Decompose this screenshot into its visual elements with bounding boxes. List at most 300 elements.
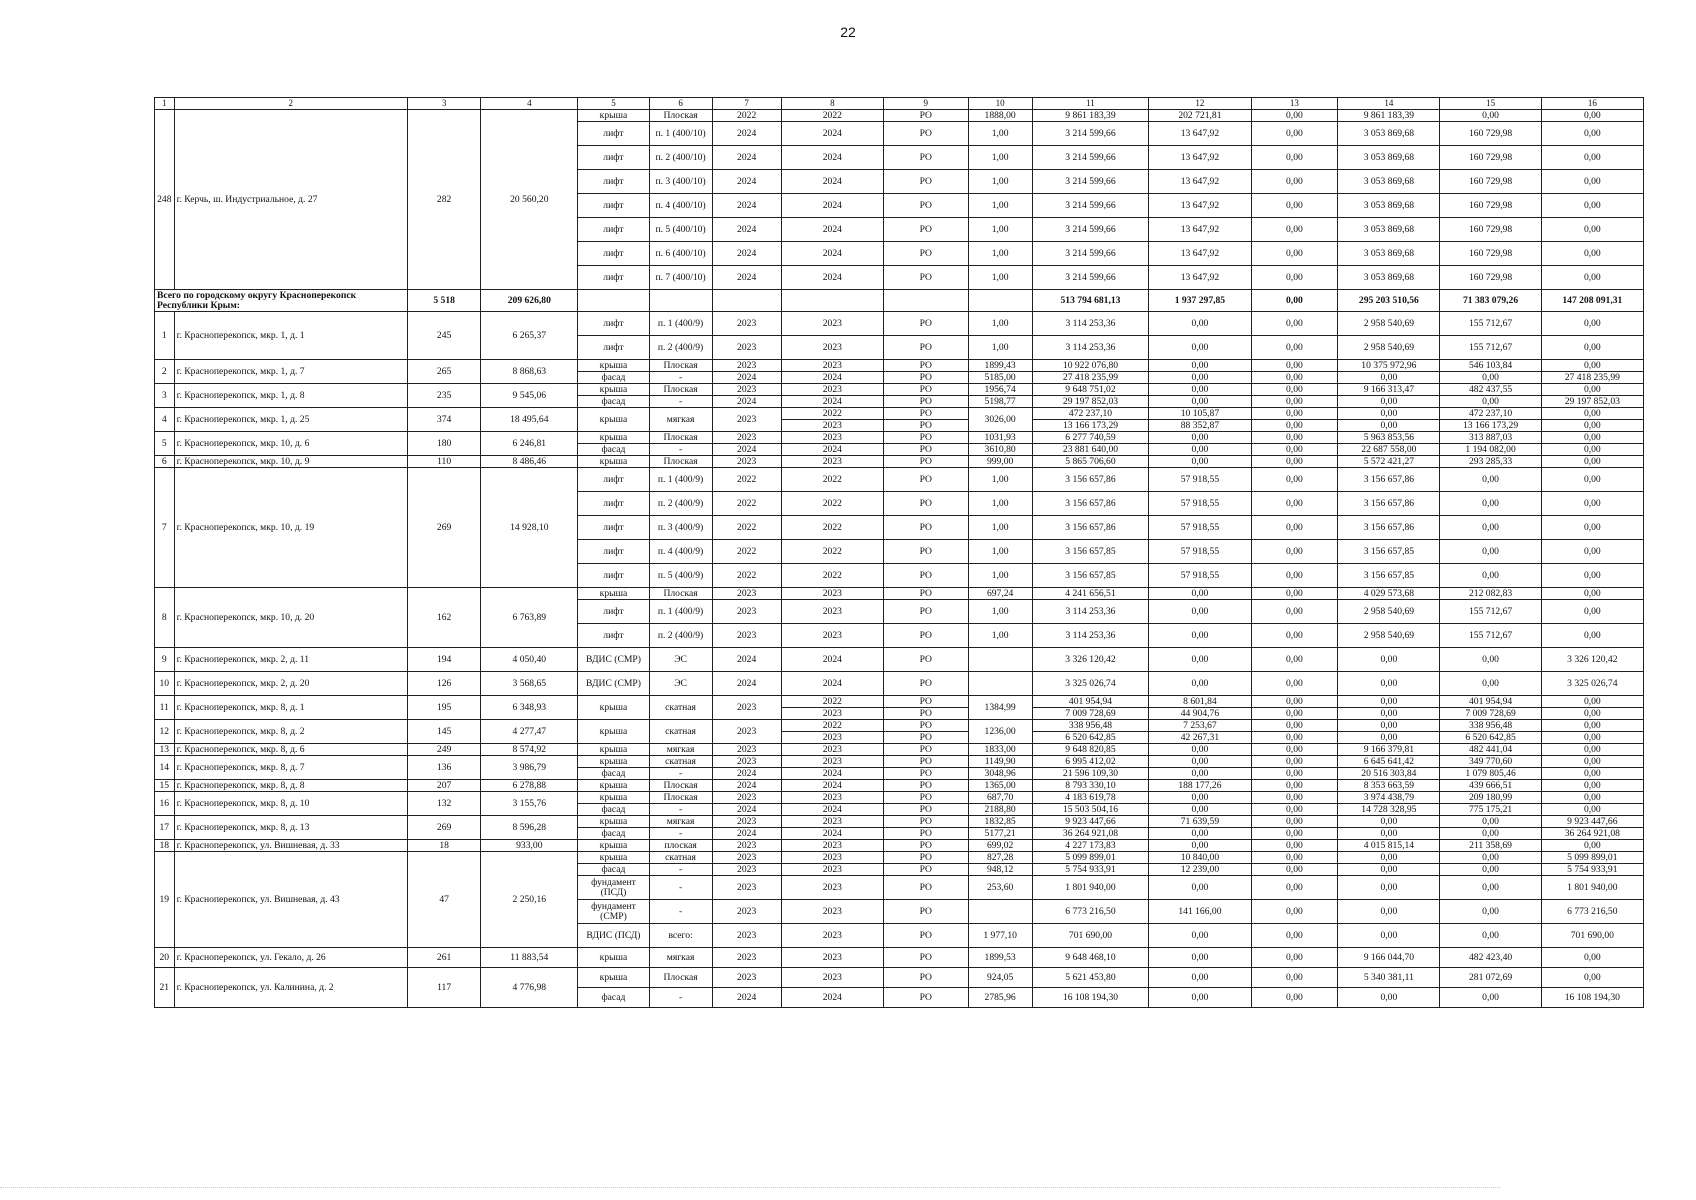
cell-col-13: 0,00 xyxy=(1251,624,1338,648)
house-address: г. Красноперекопск, мкр. 8, д. 1 xyxy=(174,696,407,720)
cell-col-11: 6 277 740,59 xyxy=(1032,432,1149,444)
house-area: 4 050,40 xyxy=(481,648,578,672)
cell-col-7: 2023 xyxy=(712,336,781,360)
cell-col-6: - xyxy=(649,900,712,924)
cell-col-16: 0,00 xyxy=(1541,732,1643,744)
table-row xyxy=(155,720,1644,732)
cell-col-15: 13 166 173,29 xyxy=(1440,420,1541,432)
cell-col-11: 9 923 447,66 xyxy=(1032,816,1149,828)
cell-col-10: 1,00 xyxy=(968,600,1032,624)
cell-col-9: РО xyxy=(883,456,968,468)
cell-col-6: скатная xyxy=(649,852,712,864)
cell-col-15: 155 712,67 xyxy=(1440,624,1541,648)
cell-col-8: 2023 xyxy=(781,420,883,432)
total-col-14: 295 203 510,56 xyxy=(1338,290,1440,312)
cell-col-16: 0,00 xyxy=(1541,968,1643,988)
cell-col-10: 1956,74 xyxy=(968,384,1032,396)
cell-col-15: 0,00 xyxy=(1440,648,1541,672)
cell-col-10: 924,05 xyxy=(968,968,1032,988)
row-number: 4 xyxy=(155,408,175,432)
cell-col-9: РО xyxy=(883,194,968,218)
cell-col-7: 2023 xyxy=(712,968,781,988)
cell-col-8: 2023 xyxy=(781,708,883,720)
apartments-count: 162 xyxy=(407,588,480,648)
cell-col-13: 0,00 xyxy=(1251,492,1338,516)
cell-col-13: 0,00 xyxy=(1251,780,1338,792)
cell-col-10: 3048,96 xyxy=(968,768,1032,780)
cell-col-15: 281 072,69 xyxy=(1440,968,1541,988)
cell-col-13: 0,00 xyxy=(1251,744,1338,756)
cell-col-8: 2024 xyxy=(781,396,883,408)
cell-col-7: 2024 xyxy=(712,444,781,456)
cell-col-5: ВДИС (ПСД) xyxy=(578,924,649,948)
cell-col-8: 2024 xyxy=(781,648,883,672)
table-row xyxy=(155,780,1644,792)
cell-col-8: 2024 xyxy=(781,780,883,792)
cell-col-10: 1236,00 xyxy=(968,720,1032,744)
cell-col-5: крыша xyxy=(578,792,649,804)
cell-col-14: 0,00 xyxy=(1338,900,1440,924)
cell-col-15: 155 712,67 xyxy=(1440,600,1541,624)
cell-col-5: крыша xyxy=(578,456,649,468)
cell-col-7: 2024 xyxy=(712,780,781,792)
house-address: г. Керчь, ш. Индустриальное, д. 27 xyxy=(174,110,407,290)
cell-col-6: ЭС xyxy=(649,648,712,672)
cell-col-14: 4 015 815,14 xyxy=(1338,840,1440,852)
total-col-7 xyxy=(712,290,781,312)
cell-col-8: 2023 xyxy=(781,876,883,900)
cell-col-9: РО xyxy=(883,600,968,624)
row-number: 7 xyxy=(155,468,175,588)
table-row xyxy=(155,840,1644,852)
column-number-14: 14 xyxy=(1338,98,1440,110)
cell-col-15: 313 887,03 xyxy=(1440,432,1541,444)
cell-col-16: 5 754 933,91 xyxy=(1541,864,1643,876)
total-col-8 xyxy=(781,290,883,312)
cell-col-16: 0,00 xyxy=(1541,540,1643,564)
cell-col-6: плоская xyxy=(649,840,712,852)
house-area: 8 486,46 xyxy=(481,456,578,468)
cell-col-13: 0,00 xyxy=(1251,968,1338,988)
cell-col-10: 1 977,10 xyxy=(968,924,1032,948)
cell-col-5: крыша xyxy=(578,110,649,122)
cell-col-9: РО xyxy=(883,876,968,900)
cell-col-12: 0,00 xyxy=(1149,588,1251,600)
cell-col-7: 2022 xyxy=(712,468,781,492)
house-address: г. Красноперекопск, мкр. 2, д. 11 xyxy=(174,648,407,672)
cell-col-7: 2022 xyxy=(712,110,781,122)
row-number: 6 xyxy=(155,456,175,468)
house-address: г. Красноперекопск, мкр. 1, д. 7 xyxy=(174,360,407,384)
cell-col-8: 2024 xyxy=(781,218,883,242)
cell-col-6: мягкая xyxy=(649,408,712,432)
cell-col-7: 2024 xyxy=(712,266,781,290)
cell-col-5: лифт xyxy=(578,146,649,170)
cell-col-5: крыша xyxy=(578,432,649,444)
cell-col-16: 0,00 xyxy=(1541,384,1643,396)
cell-col-5: крыша xyxy=(578,588,649,600)
house-area: 6 265,37 xyxy=(481,312,578,360)
cell-col-10: 1832,85 xyxy=(968,816,1032,828)
cell-col-8: 2023 xyxy=(781,624,883,648)
house-area: 933,00 xyxy=(481,840,578,852)
table-row xyxy=(155,312,1644,336)
cell-col-16: 0,00 xyxy=(1541,110,1643,122)
cell-col-10: 1888,00 xyxy=(968,110,1032,122)
column-number-9: 9 xyxy=(883,98,968,110)
apartments-count: 110 xyxy=(407,456,480,468)
cell-col-11: 3 325 026,74 xyxy=(1032,672,1149,696)
cell-col-11: 4 241 656,51 xyxy=(1032,588,1149,600)
house-area: 2 250,16 xyxy=(481,852,578,948)
cell-col-13: 0,00 xyxy=(1251,122,1338,146)
cell-col-6: - xyxy=(649,444,712,456)
cell-col-7: 2024 xyxy=(712,122,781,146)
cell-col-16: 0,00 xyxy=(1541,312,1643,336)
cell-col-5: лифт xyxy=(578,170,649,194)
cell-col-6: ЭС xyxy=(649,672,712,696)
cell-col-16: 0,00 xyxy=(1541,492,1643,516)
row-number: 12 xyxy=(155,720,175,744)
cell-col-15: 160 729,98 xyxy=(1440,146,1541,170)
cell-col-12: 0,00 xyxy=(1149,924,1251,948)
cell-col-8: 2023 xyxy=(781,600,883,624)
cell-col-11: 16 108 194,30 xyxy=(1032,988,1149,1008)
table-row xyxy=(155,672,1644,696)
cell-col-12: 0,00 xyxy=(1149,648,1251,672)
cell-col-10: 1,00 xyxy=(968,540,1032,564)
cell-col-5: лифт xyxy=(578,540,649,564)
cell-col-5: лифт xyxy=(578,218,649,242)
cell-col-6: скатная xyxy=(649,696,712,720)
cell-col-8: 2023 xyxy=(781,816,883,828)
cell-col-14: 9 166 044,70 xyxy=(1338,948,1440,968)
cell-col-10: 1,00 xyxy=(968,146,1032,170)
house-address: г. Красноперекопск, мкр. 1, д. 25 xyxy=(174,408,407,432)
cell-col-14: 0,00 xyxy=(1338,672,1440,696)
cell-col-10: 1833,00 xyxy=(968,744,1032,756)
cell-col-15: 1 194 082,00 xyxy=(1440,444,1541,456)
cell-col-16: 0,00 xyxy=(1541,444,1643,456)
cell-col-16: 0,00 xyxy=(1541,242,1643,266)
cell-col-12: 8 601,84 xyxy=(1149,696,1251,708)
cell-col-14: 3 053 869,68 xyxy=(1338,170,1440,194)
cell-col-15: 155 712,67 xyxy=(1440,312,1541,336)
cell-col-12: 0,00 xyxy=(1149,804,1251,816)
house-area: 14 928,10 xyxy=(481,468,578,588)
cell-col-14: 3 053 869,68 xyxy=(1338,194,1440,218)
cell-col-5: крыша xyxy=(578,968,649,988)
cell-col-12: 44 904,76 xyxy=(1149,708,1251,720)
cell-col-11: 9 861 183,39 xyxy=(1032,110,1149,122)
apartments-count: 136 xyxy=(407,756,480,780)
cell-col-7: 2023 xyxy=(712,432,781,444)
cell-col-8: 2023 xyxy=(781,360,883,372)
cell-col-16: 0,00 xyxy=(1541,194,1643,218)
cell-col-13: 0,00 xyxy=(1251,266,1338,290)
cell-col-7: 2023 xyxy=(712,744,781,756)
table-row xyxy=(155,792,1644,804)
cell-col-13: 0,00 xyxy=(1251,864,1338,876)
cell-col-9: РО xyxy=(883,708,968,720)
cell-col-10: 1,00 xyxy=(968,170,1032,194)
cell-col-6: - xyxy=(649,876,712,900)
cell-col-16: 0,00 xyxy=(1541,624,1643,648)
cell-col-8: 2023 xyxy=(781,732,883,744)
total-col-10 xyxy=(968,290,1032,312)
house-area: 18 495,64 xyxy=(481,408,578,432)
cell-col-5: лифт xyxy=(578,194,649,218)
cell-col-13: 0,00 xyxy=(1251,516,1338,540)
cell-col-5: крыша xyxy=(578,408,649,432)
cell-col-15: 212 082,83 xyxy=(1440,588,1541,600)
cell-col-9: РО xyxy=(883,360,968,372)
cell-col-15: 0,00 xyxy=(1440,396,1541,408)
district-total-row xyxy=(155,290,1644,312)
cell-col-16: 0,00 xyxy=(1541,588,1643,600)
cell-col-12: 13 647,92 xyxy=(1149,218,1251,242)
apartments-count: 132 xyxy=(407,792,480,816)
cell-col-13: 0,00 xyxy=(1251,146,1338,170)
column-number-2: 2 xyxy=(174,98,407,110)
cell-col-9: РО xyxy=(883,828,968,840)
apartments-count: 47 xyxy=(407,852,480,948)
cell-col-11: 3 214 599,66 xyxy=(1032,218,1149,242)
cell-col-11: 3 156 657,86 xyxy=(1032,492,1149,516)
cell-col-14: 3 156 657,86 xyxy=(1338,516,1440,540)
cell-col-14: 9 166 313,47 xyxy=(1338,384,1440,396)
cell-col-6: скатная xyxy=(649,720,712,744)
cell-col-9: РО xyxy=(883,312,968,336)
cell-col-9: РО xyxy=(883,988,968,1008)
cell-col-11: 8 793 330,10 xyxy=(1032,780,1149,792)
cell-col-13: 0,00 xyxy=(1251,360,1338,372)
cell-col-8: 2022 xyxy=(781,516,883,540)
cell-col-6: п. 1 (400/9) xyxy=(649,600,712,624)
cell-col-13: 0,00 xyxy=(1251,194,1338,218)
column-number-15: 15 xyxy=(1440,98,1541,110)
total-col-4: 209 626,80 xyxy=(481,290,578,312)
cell-col-15: 349 770,60 xyxy=(1440,756,1541,768)
cell-col-7: 2024 xyxy=(712,194,781,218)
table-row xyxy=(155,456,1644,468)
cell-col-6: Плоская xyxy=(649,360,712,372)
cell-col-12: 0,00 xyxy=(1149,756,1251,768)
cell-col-15: 6 520 642,85 xyxy=(1440,732,1541,744)
cell-col-14: 8 353 663,59 xyxy=(1338,780,1440,792)
cell-col-9: РО xyxy=(883,122,968,146)
cell-col-13: 0,00 xyxy=(1251,312,1338,336)
cell-col-15: 1 079 805,46 xyxy=(1440,768,1541,780)
apartments-count: 117 xyxy=(407,968,480,1008)
cell-col-15: 155 712,67 xyxy=(1440,336,1541,360)
cell-col-9: РО xyxy=(883,218,968,242)
cell-col-16: 36 264 921,08 xyxy=(1541,828,1643,840)
cell-col-14: 2 958 540,69 xyxy=(1338,336,1440,360)
cell-col-12: 0,00 xyxy=(1149,456,1251,468)
row-number: 16 xyxy=(155,792,175,816)
cell-col-14: 4 029 573,68 xyxy=(1338,588,1440,600)
cell-col-7: 2024 xyxy=(712,672,781,696)
cell-col-9: РО xyxy=(883,468,968,492)
cell-col-12: 71 639,59 xyxy=(1149,816,1251,828)
cell-col-15: 0,00 xyxy=(1440,540,1541,564)
cell-col-10: 1,00 xyxy=(968,218,1032,242)
apartments-count: 261 xyxy=(407,948,480,968)
cell-col-8: 2022 xyxy=(781,468,883,492)
cell-col-14: 9 166 379,81 xyxy=(1338,744,1440,756)
house-address: г. Красноперекопск, мкр. 10, д. 9 xyxy=(174,456,407,468)
cell-col-11: 7 009 728,69 xyxy=(1032,708,1149,720)
total-col-11: 513 794 681,13 xyxy=(1032,290,1149,312)
cell-col-16: 0,00 xyxy=(1541,516,1643,540)
cell-col-9: РО xyxy=(883,336,968,360)
row-number: 1 xyxy=(155,312,175,360)
cell-col-8: 2024 xyxy=(781,122,883,146)
cell-col-9: РО xyxy=(883,852,968,864)
cell-col-14: 2 958 540,69 xyxy=(1338,312,1440,336)
cell-col-7: 2024 xyxy=(712,768,781,780)
cell-col-6: п. 1 (400/9) xyxy=(649,468,712,492)
row-number: 13 xyxy=(155,744,175,756)
house-address: г. Красноперекопск, мкр. 10, д. 20 xyxy=(174,588,407,648)
cell-col-6: Плоская xyxy=(649,792,712,804)
cell-col-8: 2023 xyxy=(781,312,883,336)
cell-col-6: мягкая xyxy=(649,744,712,756)
cell-col-5: фасад xyxy=(578,804,649,816)
cell-col-9: РО xyxy=(883,864,968,876)
cell-col-5: крыша xyxy=(578,720,649,744)
cell-col-8: 2022 xyxy=(781,720,883,732)
cell-col-5: фасад xyxy=(578,444,649,456)
cell-col-10: 1899,53 xyxy=(968,948,1032,968)
cell-col-10: 5198,77 xyxy=(968,396,1032,408)
cell-col-13: 0,00 xyxy=(1251,432,1338,444)
cell-col-10: 1,00 xyxy=(968,242,1032,266)
cell-col-10: 687,70 xyxy=(968,792,1032,804)
cell-col-11: 15 503 504,16 xyxy=(1032,804,1149,816)
cell-col-7: 2023 xyxy=(712,876,781,900)
cell-col-6: Плоская xyxy=(649,588,712,600)
cell-col-15: 482 423,40 xyxy=(1440,948,1541,968)
cell-col-12: 0,00 xyxy=(1149,444,1251,456)
column-number-13: 13 xyxy=(1251,98,1338,110)
cell-col-5: лифт xyxy=(578,600,649,624)
cell-col-12: 13 647,92 xyxy=(1149,122,1251,146)
cell-col-5: фасад xyxy=(578,372,649,384)
cell-col-6: п. 1 (400/9) xyxy=(649,312,712,336)
cell-col-13: 0,00 xyxy=(1251,852,1338,864)
row-number: 20 xyxy=(155,948,175,968)
cell-col-8: 2022 xyxy=(781,110,883,122)
cell-col-10: 3610,80 xyxy=(968,444,1032,456)
cell-col-10: 1,00 xyxy=(968,336,1032,360)
cell-col-6: - xyxy=(649,804,712,816)
cell-col-15: 0,00 xyxy=(1440,816,1541,828)
cell-col-12: 57 918,55 xyxy=(1149,468,1251,492)
cell-col-13: 0,00 xyxy=(1251,444,1338,456)
cell-col-15: 0,00 xyxy=(1440,876,1541,900)
cell-col-9: РО xyxy=(883,266,968,290)
cell-col-15: 0,00 xyxy=(1440,988,1541,1008)
apartments-count: 265 xyxy=(407,360,480,384)
apartments-count: 195 xyxy=(407,696,480,720)
house-address: г. Красноперекопск, мкр. 1, д. 1 xyxy=(174,312,407,360)
cell-col-7: 2023 xyxy=(712,456,781,468)
cell-col-9: РО xyxy=(883,242,968,266)
cell-col-8: 2023 xyxy=(781,432,883,444)
cell-col-11: 1 801 940,00 xyxy=(1032,876,1149,900)
cell-col-16: 0,00 xyxy=(1541,564,1643,588)
cell-col-11: 6 995 412,02 xyxy=(1032,756,1149,768)
cell-col-8: 2024 xyxy=(781,146,883,170)
cell-col-12: 0,00 xyxy=(1149,672,1251,696)
cell-col-14: 0,00 xyxy=(1338,924,1440,948)
cell-col-7: 2023 xyxy=(712,384,781,396)
cell-col-15: 160 729,98 xyxy=(1440,170,1541,194)
cell-col-6: п. 1 (400/10) xyxy=(649,122,712,146)
cell-col-15: 439 666,51 xyxy=(1440,780,1541,792)
cell-col-13: 0,00 xyxy=(1251,540,1338,564)
cell-col-9: РО xyxy=(883,732,968,744)
cell-col-13: 0,00 xyxy=(1251,876,1338,900)
cell-col-9: РО xyxy=(883,170,968,194)
cell-col-8: 2024 xyxy=(781,828,883,840)
cell-col-12: 0,00 xyxy=(1149,396,1251,408)
cell-col-13: 0,00 xyxy=(1251,396,1338,408)
cell-col-16: 0,00 xyxy=(1541,780,1643,792)
cell-col-13: 0,00 xyxy=(1251,170,1338,194)
cell-col-10: 1,00 xyxy=(968,194,1032,218)
cell-col-10: 2188,80 xyxy=(968,804,1032,816)
cell-col-15: 0,00 xyxy=(1440,516,1541,540)
cell-col-8: 2023 xyxy=(781,588,883,600)
cell-col-15: 293 285,33 xyxy=(1440,456,1541,468)
cell-col-9: РО xyxy=(883,408,968,420)
cell-col-15: 546 103,84 xyxy=(1440,360,1541,372)
cell-col-11: 21 596 109,30 xyxy=(1032,768,1149,780)
cell-col-15: 0,00 xyxy=(1440,492,1541,516)
cell-col-10: 1,00 xyxy=(968,624,1032,648)
cell-col-10: 1899,43 xyxy=(968,360,1032,372)
cell-col-13: 0,00 xyxy=(1251,988,1338,1008)
cell-col-12: 141 166,00 xyxy=(1149,900,1251,924)
cell-col-16: 0,00 xyxy=(1541,720,1643,732)
cell-col-6: - xyxy=(649,864,712,876)
cell-col-12: 57 918,55 xyxy=(1149,540,1251,564)
cell-col-8: 2024 xyxy=(781,672,883,696)
house-address: г. Красноперекопск, мкр. 8, д. 8 xyxy=(174,780,407,792)
cell-col-12: 0,00 xyxy=(1149,988,1251,1008)
cell-col-13: 0,00 xyxy=(1251,696,1338,708)
cell-col-9: РО xyxy=(883,792,968,804)
house-address: г. Красноперекопск, ул. Вишневая, д. 33 xyxy=(174,840,407,852)
row-number: 14 xyxy=(155,756,175,780)
cell-col-10 xyxy=(968,648,1032,672)
house-address: г. Красноперекопск, мкр. 10, д. 6 xyxy=(174,432,407,456)
house-area: 3 986,79 xyxy=(481,756,578,780)
cell-col-10 xyxy=(968,900,1032,924)
cell-col-11: 401 954,94 xyxy=(1032,696,1149,708)
cell-col-8: 2023 xyxy=(781,948,883,968)
cell-col-6: п. 6 (400/10) xyxy=(649,242,712,266)
cell-col-5: крыша xyxy=(578,840,649,852)
cell-col-16: 0,00 xyxy=(1541,360,1643,372)
cell-col-13: 0,00 xyxy=(1251,408,1338,420)
cell-col-15: 472 237,10 xyxy=(1440,408,1541,420)
cell-col-16: 0,00 xyxy=(1541,122,1643,146)
cell-col-12: 10 840,00 xyxy=(1149,852,1251,864)
